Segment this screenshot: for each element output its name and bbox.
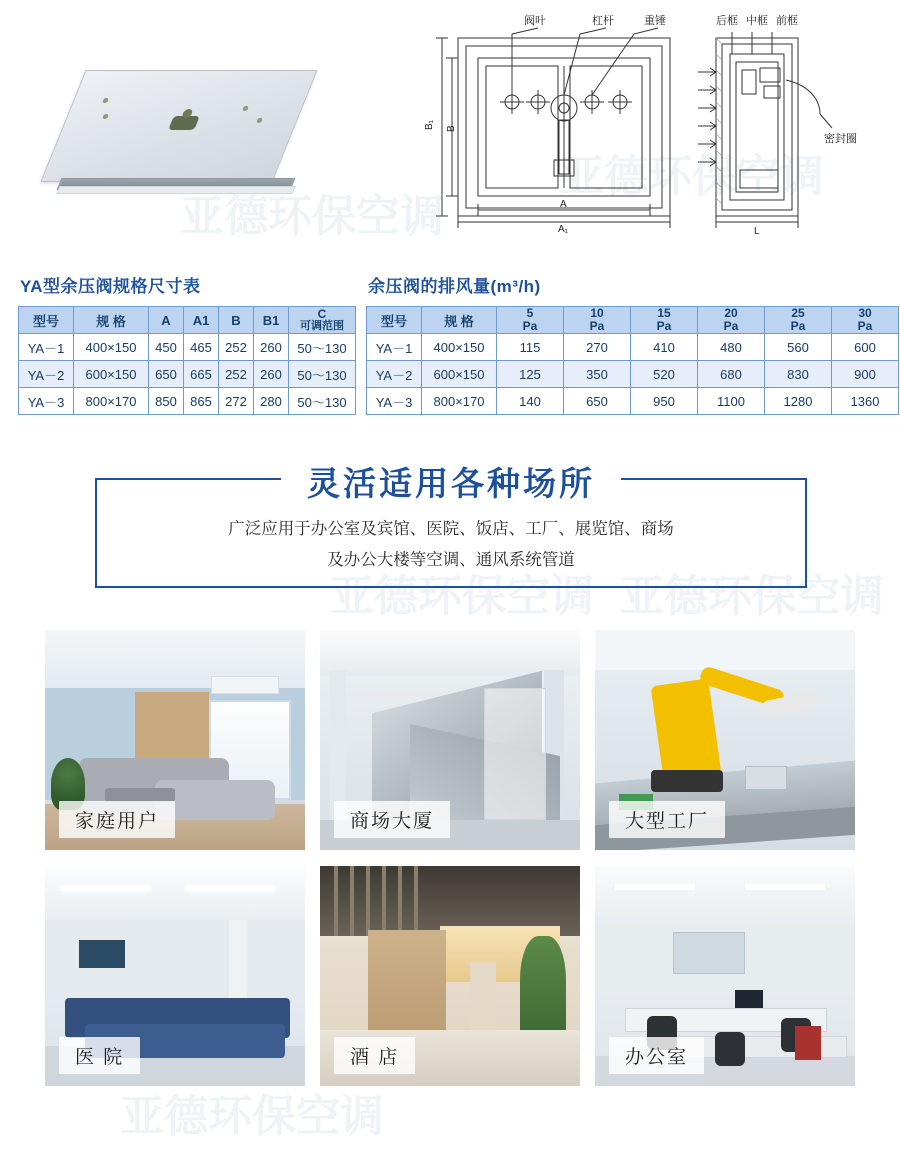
- cell-b: 252: [219, 334, 254, 361]
- dim-b: B: [446, 125, 457, 132]
- tables-section: [0, 246, 900, 426]
- p10-value: 10: [590, 306, 604, 321]
- col-b: B: [219, 307, 254, 334]
- label-lever: 杠杆: [592, 15, 614, 27]
- label-counterweight: 重锤: [644, 15, 666, 27]
- table-row: [367, 334, 899, 361]
- product-photo: [45, 40, 345, 220]
- col-p25: [765, 307, 832, 334]
- cell-p30: 1360: [832, 388, 899, 415]
- cell-p25: 1280: [765, 388, 832, 415]
- col-c-letter: C: [317, 306, 327, 321]
- table-row: [19, 388, 356, 415]
- col-p20: [698, 307, 765, 334]
- cell-b: 252: [219, 361, 254, 388]
- cell-p10: 650: [564, 388, 631, 415]
- cell-a: 850: [149, 388, 184, 415]
- cell-model: YA－2: [367, 361, 422, 388]
- label-rear-frame: 后框: [716, 15, 738, 27]
- application-gallery: [45, 630, 855, 1102]
- col-p30: [832, 307, 899, 334]
- p10-unit: Pa: [589, 319, 605, 333]
- table-row: [19, 361, 356, 388]
- cell-model: YA－3: [19, 388, 74, 415]
- cell-model: YA－1: [367, 334, 422, 361]
- watermark-text: 亚德环保空调: [560, 152, 824, 201]
- valve-edge-lower: [56, 186, 295, 194]
- dim-l: L: [754, 226, 760, 235]
- cell-size: 400×150: [74, 334, 149, 361]
- cell-p5: 140: [497, 388, 564, 415]
- cell-p25: 560: [765, 334, 832, 361]
- drawing-svg: [420, 10, 870, 235]
- table-header-row: [19, 307, 356, 334]
- cell-p10: 270: [564, 334, 631, 361]
- cell-b1: 260: [254, 334, 289, 361]
- gallery-caption: 酒 店: [334, 1037, 415, 1074]
- col-a1: A1: [184, 307, 219, 334]
- cell-p15: 410: [631, 334, 698, 361]
- gallery-item-hotel: [320, 866, 580, 1086]
- col-p5: [497, 307, 564, 334]
- gallery-caption: 医 院: [59, 1037, 140, 1074]
- cell-p25: 830: [765, 361, 832, 388]
- p30-value: 30: [858, 306, 872, 321]
- p25-value: 25: [791, 306, 805, 321]
- banner-description: [97, 514, 805, 575]
- cell-size: 600×150: [74, 361, 149, 388]
- cell-p5: 125: [497, 361, 564, 388]
- cell-a1: 665: [184, 361, 219, 388]
- gallery-caption: 大型工厂: [609, 801, 725, 838]
- cell-size: 800×170: [422, 388, 497, 415]
- table-row: [367, 388, 899, 415]
- cell-b: 272: [219, 388, 254, 415]
- p20-value: 20: [724, 306, 738, 321]
- cell-a1: 465: [184, 334, 219, 361]
- col-c-range: 可调范围: [300, 319, 344, 332]
- label-front-frame: 前框: [776, 15, 798, 27]
- cell-a: 450: [149, 334, 184, 361]
- cell-model: YA－3: [367, 388, 422, 415]
- gallery-caption: 家庭用户: [59, 801, 175, 838]
- p5-unit: Pa: [522, 319, 538, 333]
- col-a: A: [149, 307, 184, 334]
- gallery-row: [45, 630, 855, 850]
- gallery-item-hospital: [45, 866, 305, 1086]
- cell-a: 650: [149, 361, 184, 388]
- watermark-text: 亚德环保空调: [180, 192, 444, 241]
- cell-p5: 115: [497, 334, 564, 361]
- spec-table-wrap: [18, 272, 356, 415]
- gallery-item-factory: [595, 630, 855, 850]
- cell-p10: 350: [564, 361, 631, 388]
- banner-line-2: 及办公大楼等空调、通风系统管道: [327, 550, 575, 569]
- table-row: [19, 334, 356, 361]
- top-illustration-area: [0, 0, 900, 240]
- cell-a1: 865: [184, 388, 219, 415]
- watermark-text: 亚德环保空调: [620, 572, 884, 621]
- cell-p30: 900: [832, 361, 899, 388]
- gallery-item-office: [595, 866, 855, 1086]
- p25-unit: Pa: [790, 319, 806, 333]
- cell-size: 600×150: [422, 361, 497, 388]
- cell-b1: 280: [254, 388, 289, 415]
- col-model: 型号: [367, 307, 422, 334]
- cell-p15: 520: [631, 361, 698, 388]
- technical-drawing: [420, 10, 870, 235]
- col-c: [289, 307, 356, 334]
- label-seal-ring: 密封圈: [824, 133, 857, 145]
- col-p10: [564, 307, 631, 334]
- dim-b1: B₁: [424, 119, 435, 130]
- cell-p20: 680: [698, 361, 765, 388]
- spec-table-title: YA型余压阀规格尺寸表: [20, 277, 201, 296]
- col-size: 规 格: [422, 307, 497, 334]
- cell-p30: 600: [832, 334, 899, 361]
- cell-model: YA－1: [19, 334, 74, 361]
- airflow-table-title: 余压阀的排风量(m³/h): [368, 277, 541, 296]
- col-model: 型号: [19, 307, 74, 334]
- airflow-table: [366, 306, 899, 415]
- gallery-caption: 商场大厦: [334, 801, 450, 838]
- cell-p15: 950: [631, 388, 698, 415]
- col-p15: [631, 307, 698, 334]
- p30-unit: Pa: [857, 319, 873, 333]
- p20-unit: Pa: [723, 319, 739, 333]
- dim-a1: A₁: [558, 224, 569, 235]
- cell-b1: 260: [254, 361, 289, 388]
- cell-p20: 480: [698, 334, 765, 361]
- gallery-row: [45, 866, 855, 1086]
- p15-value: 15: [657, 306, 671, 321]
- gallery-caption: 办公室: [609, 1037, 704, 1074]
- banner-line-1: 广泛应用于办公室及宾馆、医院、饭店、工厂、展览馆、商场: [228, 520, 674, 538]
- label-middle-frame: 中框: [746, 15, 768, 27]
- table-row: [367, 361, 899, 388]
- cell-c: 50～130: [289, 361, 356, 388]
- gallery-item-home: [45, 630, 305, 850]
- cell-c: 50～130: [289, 334, 356, 361]
- cell-model: YA－2: [19, 361, 74, 388]
- gallery-item-mall: [320, 630, 580, 850]
- applications-banner: [95, 465, 807, 588]
- col-size: 规 格: [74, 307, 149, 334]
- watermark-text: 亚德环保空调: [330, 572, 594, 621]
- airflow-table-wrap: [366, 272, 899, 415]
- cell-size: 800×170: [74, 388, 149, 415]
- col-b1: B1: [254, 307, 289, 334]
- cell-p20: 1100: [698, 388, 765, 415]
- label-valve-blade: 阀叶: [524, 15, 546, 27]
- dim-a: A: [560, 199, 567, 210]
- cell-c: 50～130: [289, 388, 356, 415]
- banner-title: 灵活适用各种场所: [281, 458, 621, 505]
- spec-table: [18, 306, 356, 415]
- p5-value: 5: [526, 306, 534, 321]
- cell-size: 400×150: [422, 334, 497, 361]
- watermark-text: 亚德环保空调: [120, 1092, 384, 1141]
- p15-unit: Pa: [656, 319, 672, 333]
- table-header-row: [367, 307, 899, 334]
